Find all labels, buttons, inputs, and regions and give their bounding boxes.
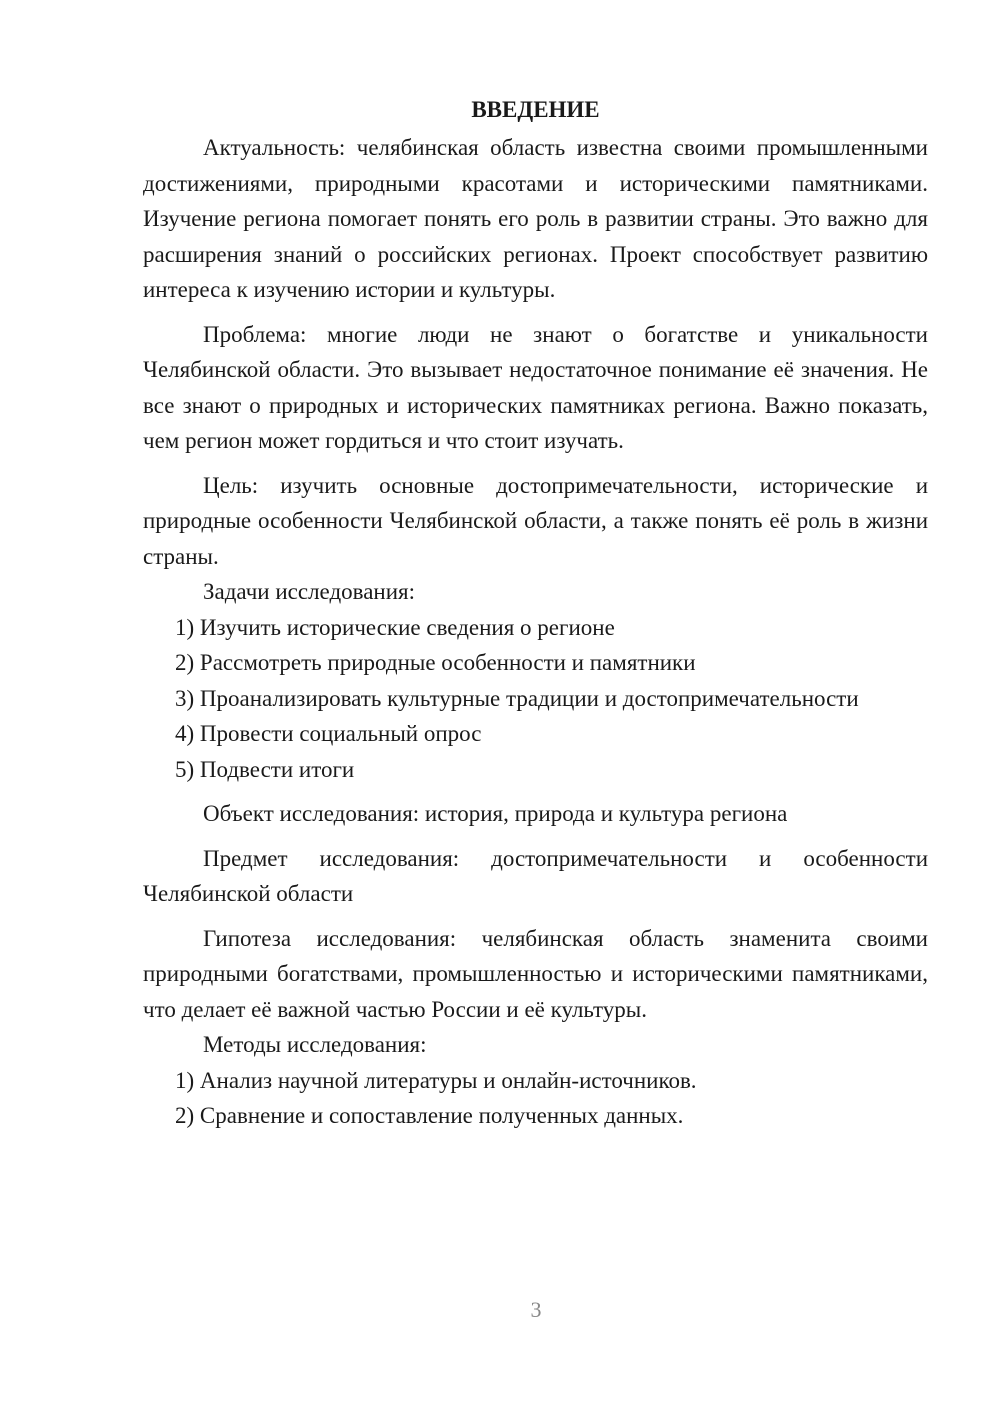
methods-list — [143, 1063, 928, 1134]
methods-heading: Методы исследования: — [203, 1032, 427, 1057]
list-item: 4) Провести социальный опрос — [175, 721, 482, 746]
list-item: 3) Проанализировать культурные традиции и достопримечательности — [175, 685, 859, 711]
tasks-heading: Задачи исследования: — [203, 579, 416, 604]
subject-paragraph: Предмет исследования: достопримечательности и особенности Челябинской области — [143, 845, 928, 906]
page-content — [143, 94, 928, 1134]
list-item: 1) Изучить исторические сведения о регионе — [175, 614, 615, 640]
list-item: 5) Подвести итоги — [175, 756, 355, 782]
page-title: ВВЕДЕНИЕ — [471, 97, 600, 122]
list-item: 2) Сравнение и сопоставление полученных данных. — [175, 1103, 684, 1128]
object-paragraph: Объект исследования: история, природа и культура региона — [203, 801, 788, 826]
page-number: 3 — [530, 1297, 542, 1322]
problem-paragraph: Проблема: многие люди не знают о богатстве и уникальности Челябинской области. Это вызывает недостаточное понимание её значения. Не все знают о природных и исторических памятниках региона. Важно показать, чем регион может гордиться и что стоит изучать. — [143, 321, 928, 453]
goal-paragraph: Цель: изучить основные достопримечательности, исторические и природные особенности Челябинской области, а также понять её роль в жизни страны. — [143, 472, 928, 569]
list-item: 2) Рассмотреть природные особенности и памятники — [175, 650, 696, 675]
list-item: 1) Анализ научной литературы и онлайн-источников. — [175, 1067, 697, 1093]
hypothesis-paragraph: Гипотеза исследования: челябинская область знаменита своими природными богатствами, промышленностью и историческими памятниками, что делает её важной частью России и её культуры. — [143, 925, 928, 1022]
tasks-list — [143, 610, 928, 788]
relevance-paragraph: Актуальность: челябинская область известна своими промышленными достижениями, природными красотами и историческими памятниками. Изучение региона помогает понять его роль в развитии страны. Это важно для расширения знаний о российских регионах. Проект способствует развитию интереса к изучению истории и культуры. — [143, 135, 928, 302]
